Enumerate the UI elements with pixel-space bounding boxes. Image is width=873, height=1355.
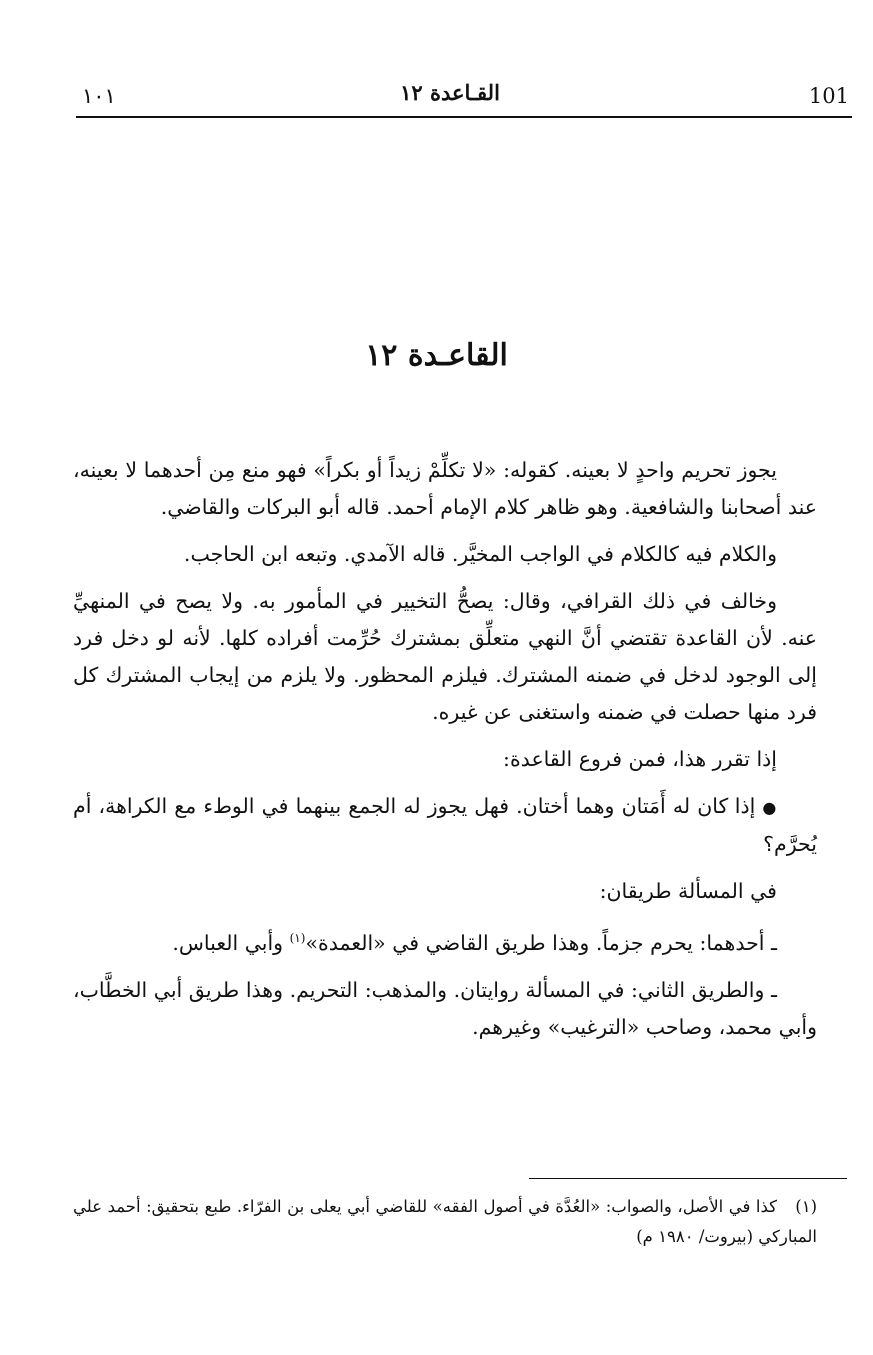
footnote-text: كذا في الأصل، والصواب: «العُدَّة في أصول الفقه» للقاضي أبي يعلى بن الفرّاء. طبع بتحقيق: أحمد علي المباركي (بيروت/ ١٩٨٠ م) xyxy=(73,1197,817,1246)
path-one-text: ـ أحدهما: يحرم جزماً. وهذا طريق القاضي في «العمدة» xyxy=(305,930,777,955)
footnotes xyxy=(73,1192,817,1252)
paragraph-paths: في المسألة طريقان: xyxy=(599,879,777,903)
footnote-reference[interactable]: (١) xyxy=(289,931,306,945)
path-two: ـ والطريق الثاني: في المسألة روايتان. والمذهب: التحريم. وهذا طريق أبي الخطَّاب، وأبي محمد، وصاحب «الترغيب» وغيرهم. xyxy=(73,977,817,1039)
header-rule xyxy=(76,116,852,118)
paragraph-1: يجوز تحريم واحدٍ لا بعينه. كقوله: «لا تكلِّمْ زيداً أو بكراً» فهو منع مِن أحدهما لا بعينه، عند أصحابنا والشافعية. وهو ظاهر كلام الإمام أحمد. قاله أبو البركات والقاضي. xyxy=(73,458,817,519)
paragraph-4: إذا تقرر هذا، فمن فروع القاعدة: xyxy=(503,747,777,771)
bullet-item xyxy=(73,788,817,863)
footnote-1 xyxy=(73,1192,817,1252)
bullet-icon: ● xyxy=(762,798,777,817)
paragraph-3: وخالف في ذلك القرافي، وقال: يصحُّ التخيير في المأمور به. ولا يصح في المنهيِّ عنه. لأن القاعدة تقتضي أنَّ النهي متعلِّق بمشترك حُرِّمت أفراده كلها. لأنه لو دخل فرد إلى الوجود لدخل في ضمنه المشترك. فيلزم المحظور. ولا يلزم من إيجاب المشترك كل فرد منها حصلت في ضمنه واستغنى عن غيره. xyxy=(73,589,817,724)
footnote-mark: (١) xyxy=(795,1197,817,1216)
chapter-title: القاعـدة ١٢ xyxy=(365,338,508,373)
bullet-text: إذا كان له أَمَتان وهما أختان. فهل يجوز له الجمع بينهما في الوطء مع الكراهة، أم يُحرَّم؟ xyxy=(73,794,817,856)
footnote-rule xyxy=(529,1178,847,1179)
path-one xyxy=(73,920,817,962)
body-text xyxy=(73,452,817,1056)
running-title: القـاعدة ١٢ xyxy=(400,80,500,105)
paragraph-2: والكلام فيه كالكلام في الواجب المخيَّر. قاله الآمدي. وتبعه ابن الحاجب. xyxy=(183,542,777,566)
path-one-text-end: وأبي العباس. xyxy=(172,930,290,955)
page-number-latin: 101 xyxy=(808,84,849,108)
page-number-arabic: ١٠١ xyxy=(82,84,116,108)
